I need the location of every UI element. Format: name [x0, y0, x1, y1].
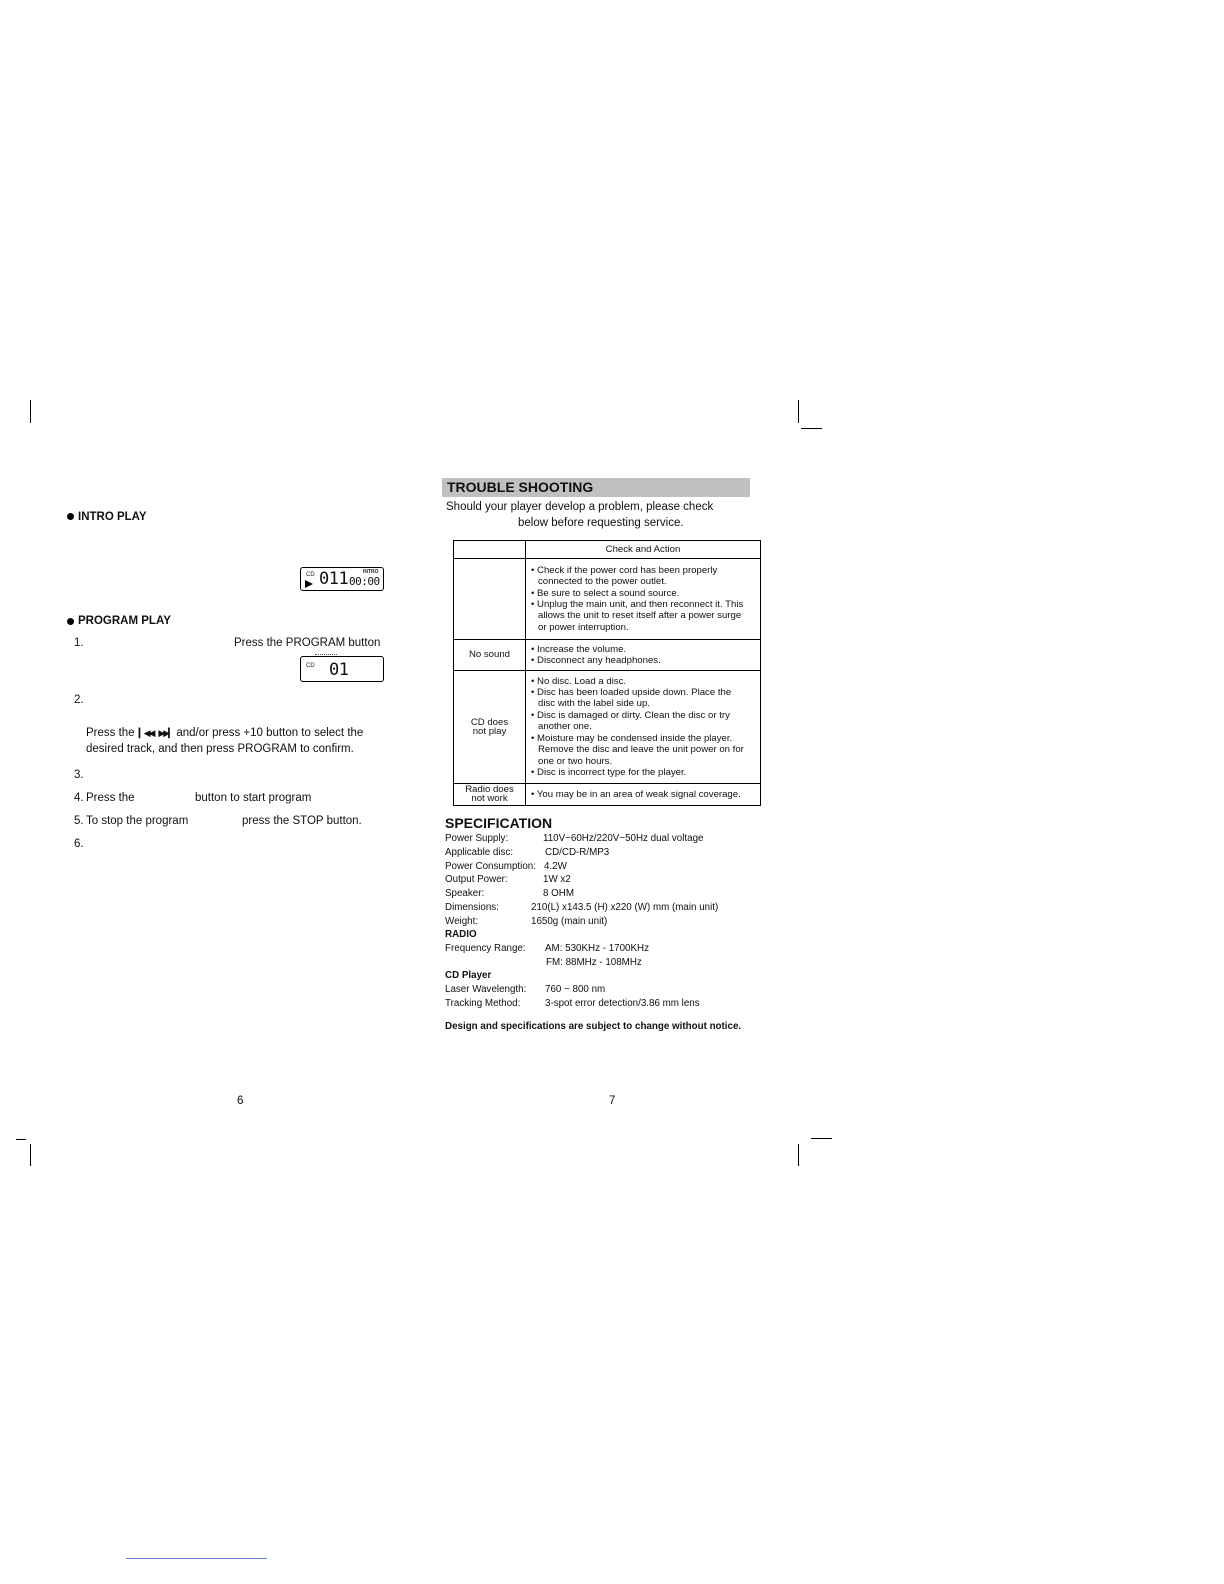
step-5-text-a: To stop the program — [86, 815, 189, 827]
spec-label: Applicable disc: — [445, 847, 514, 858]
action-line: • Be sure to select a sound source. — [531, 587, 680, 599]
notice-text: Design and specifications are subject to change without notice. — [445, 1021, 742, 1032]
problem-cell — [454, 559, 526, 640]
spec-label: Power Consumption: — [445, 861, 536, 872]
step-2-line1 — [86, 727, 363, 741]
action-line: • Moisture may be condensed inside the player. — [531, 732, 733, 744]
trouble-shooting-title: TROUBLE SHOOTING — [447, 479, 594, 495]
play-icon — [305, 580, 313, 588]
trouble-shooting-table — [453, 540, 761, 806]
crop-mark-bottom-right — [798, 1144, 799, 1166]
trouble-shooting-header — [442, 478, 750, 497]
lcd-track-digits: 01 — [329, 660, 349, 680]
spec-label: Weight: — [445, 916, 479, 927]
table-header-row — [454, 541, 761, 559]
step-4-text-b: button to start program — [195, 792, 312, 804]
step-2-number: 2. — [74, 694, 84, 706]
spec-value: 1650g (main unit) — [531, 916, 608, 927]
step-4-number: 4. — [74, 792, 84, 804]
spec-label: Dimensions: — [445, 902, 499, 913]
step-2-prefix: Press the — [86, 727, 135, 739]
intro-lcd-display — [300, 567, 384, 591]
spec-label: Output Power: — [445, 874, 508, 885]
action-line: • Disc is damaged or dirty. Clean the disc or try — [531, 709, 730, 721]
spec-value: 3-spot error detection/3.86 mm lens — [545, 998, 700, 1009]
lcd-cd-label: CD — [306, 663, 315, 669]
next-track-icon: ▶▶▎ — [156, 729, 174, 739]
action-cell — [526, 671, 761, 784]
trouble-intro-line2: below before requesting service. — [518, 517, 684, 529]
page-number-right: 7 — [609, 1095, 616, 1107]
crop-mark-bottom-left-h — [16, 1139, 26, 1140]
crop-mark-bottom-left — [30, 1144, 31, 1166]
table-row — [454, 784, 761, 806]
action-line: • Unplug the main unit, and then reconnect it. This — [531, 599, 744, 610]
step-5-text-b: press the STOP button. — [242, 815, 362, 827]
crop-mark-top-right — [798, 400, 799, 423]
action-cell — [526, 640, 761, 671]
crop-mark-top-left — [30, 400, 31, 423]
action-line: allows the unit to reset itself after a power surge — [538, 610, 742, 622]
step-2-line2: desired track, and then press PROGRAM to confirm. — [86, 743, 354, 755]
action-line: or power interruption. — [538, 621, 629, 633]
crop-mark-top-right-h — [801, 428, 822, 429]
radio-fm-value: FM: 88MHz - 108MHz — [546, 957, 642, 968]
action-line: one or two hours. — [538, 755, 613, 767]
action-line: • Disconnect any headphones. — [531, 655, 661, 666]
lcd-time-digits: 00:00 — [349, 575, 380, 588]
intro-play-heading: INTRO PLAY — [78, 511, 147, 523]
table-row — [454, 559, 761, 640]
prev-track-icon: ▎◀◀ — [137, 729, 154, 739]
spec-value: 760 ~ 800 nm — [545, 984, 606, 995]
action-line: • No disc. Load a disc. — [531, 675, 627, 687]
spec-value: 4.2W — [544, 861, 567, 872]
spec-value: 1W x2 — [543, 874, 571, 885]
spec-label: Tracking Method: — [445, 998, 521, 1009]
step-2-suffix: and/or press +10 button to select the — [176, 727, 364, 739]
problem-cell: No sound — [454, 640, 526, 671]
lcd-intro-label: INTRO — [363, 569, 379, 575]
radio-heading: RADIO — [445, 929, 477, 940]
radio-frequency-label: Frequency Range: — [445, 943, 526, 954]
table-header-action: Check and Action — [526, 541, 761, 559]
action-cell — [526, 784, 761, 806]
table-row — [454, 671, 761, 784]
step-3-number: 3. — [74, 769, 84, 781]
page-number-left: 6 — [237, 1095, 244, 1107]
scan-line — [126, 1558, 267, 1559]
action-line: • Check if the power cord has been properly — [531, 564, 718, 576]
spec-value: CD/CD-R/MP3 — [545, 847, 610, 858]
step-6-number: 6. — [74, 838, 84, 850]
table-row — [454, 640, 761, 671]
action-line: connected to the power outlet. — [538, 576, 667, 588]
step-1-number: 1. — [74, 637, 84, 649]
step-1-text: Press the PROGRAM button — [234, 637, 381, 649]
lcd-cd-label: CD — [306, 572, 315, 578]
spec-value: 210(L) x143.5 (H) x220 (W) mm (main unit) — [531, 902, 719, 913]
lcd-segment-marks — [315, 654, 337, 659]
radio-am-value: AM: 530KHz - 1700KHz — [545, 943, 650, 954]
table-header-problem — [454, 541, 526, 559]
crop-mark-bottom-right-h — [811, 1138, 832, 1139]
action-line: • Disc has been loaded upside down. Place the — [531, 687, 732, 699]
bullet-icon — [67, 513, 74, 520]
spec-label: Speaker: — [445, 888, 485, 899]
trouble-intro-line1: Should your player develop a problem, please check — [446, 501, 714, 513]
lcd-track-digits: 011 — [319, 569, 349, 589]
step-5-number: 5. — [74, 815, 84, 827]
action-line: • Increase the volume. — [531, 643, 627, 655]
action-line: Remove the disc and leave the unit power on for — [538, 744, 744, 756]
spec-label: Power Supply: — [445, 833, 509, 844]
spec-label: Laser Wavelength: — [445, 984, 527, 995]
cd-player-heading: CD Player — [445, 970, 492, 981]
step-4-text-a: Press the — [86, 792, 135, 804]
spec-value: 8 OHM — [543, 888, 575, 899]
action-line: disc with the label side up. — [538, 698, 650, 710]
action-line: • You may be in an area of weak signal coverage. — [531, 788, 741, 800]
program-lcd-display — [300, 656, 384, 682]
spec-value: 110V~60Hz/220V~50Hz dual voltage — [543, 833, 704, 844]
bullet-icon — [67, 618, 74, 625]
action-line: • Disc is incorrect type for the player. — [531, 766, 687, 778]
problem-cell: Radio does not work — [454, 784, 526, 806]
problem-cell: CD does not play — [454, 671, 526, 784]
program-play-heading: PROGRAM PLAY — [78, 615, 171, 627]
action-line: another one. — [538, 721, 592, 733]
action-cell — [526, 559, 761, 640]
specification-heading: SPECIFICATION — [445, 815, 553, 831]
